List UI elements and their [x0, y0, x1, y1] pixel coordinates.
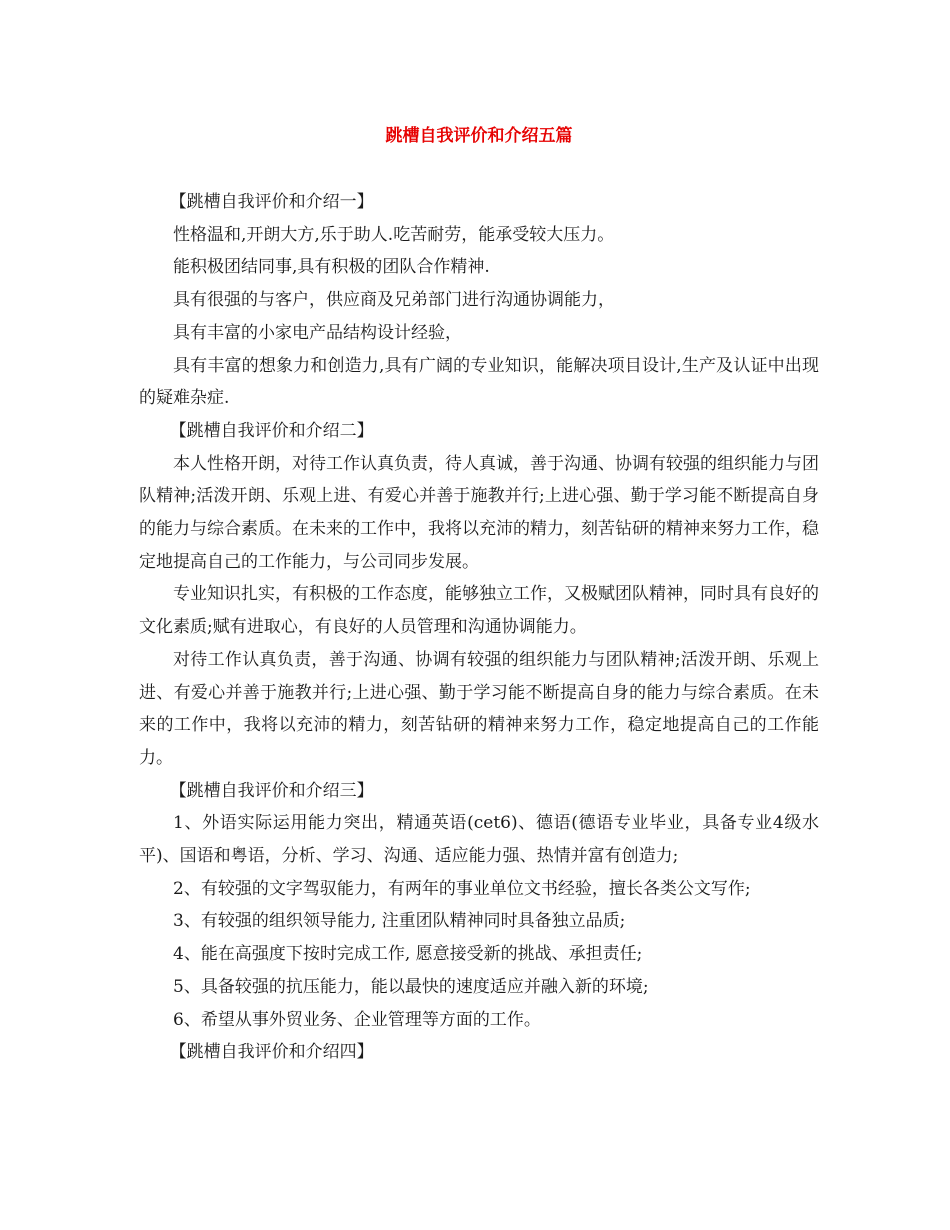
- paragraph: 1、外语实际运用能力突出，精通英语(cet6)、德语(德语专业毕业，具备专业4级水平)、国语和粤语，分析、学习、沟通、适应能力强、热情并富有创造力;: [139, 813, 819, 867]
- paragraph: 对待工作认真负责，善于沟通、协调有较强的组织能力与团队精神;活泼开朗、乐观上进、有爱心并善于施教并行;上进心强、勤于学习能不断提高自身的能力与综合素质。在未来的工作中，我将以充沛的精力，刻苦钻研的精神来努力工作，稳定地提高自己的工作能力。: [139, 649, 819, 768]
- section-heading: 【跳槽自我评价和介绍二】: [169, 420, 374, 441]
- document-title: 跳槽自我评价和介绍五篇: [385, 126, 573, 146]
- paragraph: 具有丰富的想象力和创造力,具有广阔的专业知识，能解决项目设计,生产及认证中出现的疑难杂症.: [139, 355, 819, 409]
- paragraph: 本人性格开朗，对待工作认真负责，待人真诚，善于沟通、协调有较强的组织能力与团队精神;活泼开朗、乐观上进、有爱心并善于施教并行;上进心强、勤于学习能不断提高自身的能力与综合素质。在未来的工作中，我将以充沛的精力，刻苦钻研的精神来努力工作，稳定地提高自己的工作能力，与公司同步发展。: [139, 453, 819, 572]
- section-heading: 【跳槽自我评价和介绍四】: [169, 1042, 374, 1063]
- section-heading: 【跳槽自我评价和介绍一】: [169, 192, 374, 212]
- paragraph: 5、具备较强的抗压能力，能以最快的速度适应并融入新的环境;: [173, 976, 649, 997]
- paragraph: 具有很强的与客户，供应商及兄弟部门进行沟通协调能力，: [173, 290, 615, 311]
- paragraph: 2、有较强的文字驾驭能力，有两年的事业单位文书经验，擅长各类公文写作;: [173, 878, 751, 899]
- paragraph: 6、希望从事外贸业务、企业管理等方面的工作。: [173, 1009, 541, 1030]
- document-body: [139, 186, 819, 1069]
- paragraph: 能积极团结同事,具有积极的团队合作精神.: [173, 257, 490, 278]
- paragraph: 3、有较强的组织领导能力, 注重团队精神同时具备独立品质;: [173, 911, 626, 932]
- section-heading: 【跳槽自我评价和介绍三】: [169, 780, 374, 801]
- paragraph: 4、能在高强度下按时完成工作, 愿意接受新的挑战、承担责任;: [173, 944, 643, 965]
- paragraph: 具有丰富的小家电产品结构设计经验，: [173, 322, 462, 343]
- paragraph: 专业知识扎实，有积极的工作态度，能够独立工作，又极赋团队精神，同时具有良好的文化素质;赋有进取心，有良好的人员管理和沟通协调能力。: [139, 584, 819, 638]
- paragraph: 性格温和,开朗大方,乐于助人.吃苦耐劳，能承受较大压力。: [173, 224, 615, 245]
